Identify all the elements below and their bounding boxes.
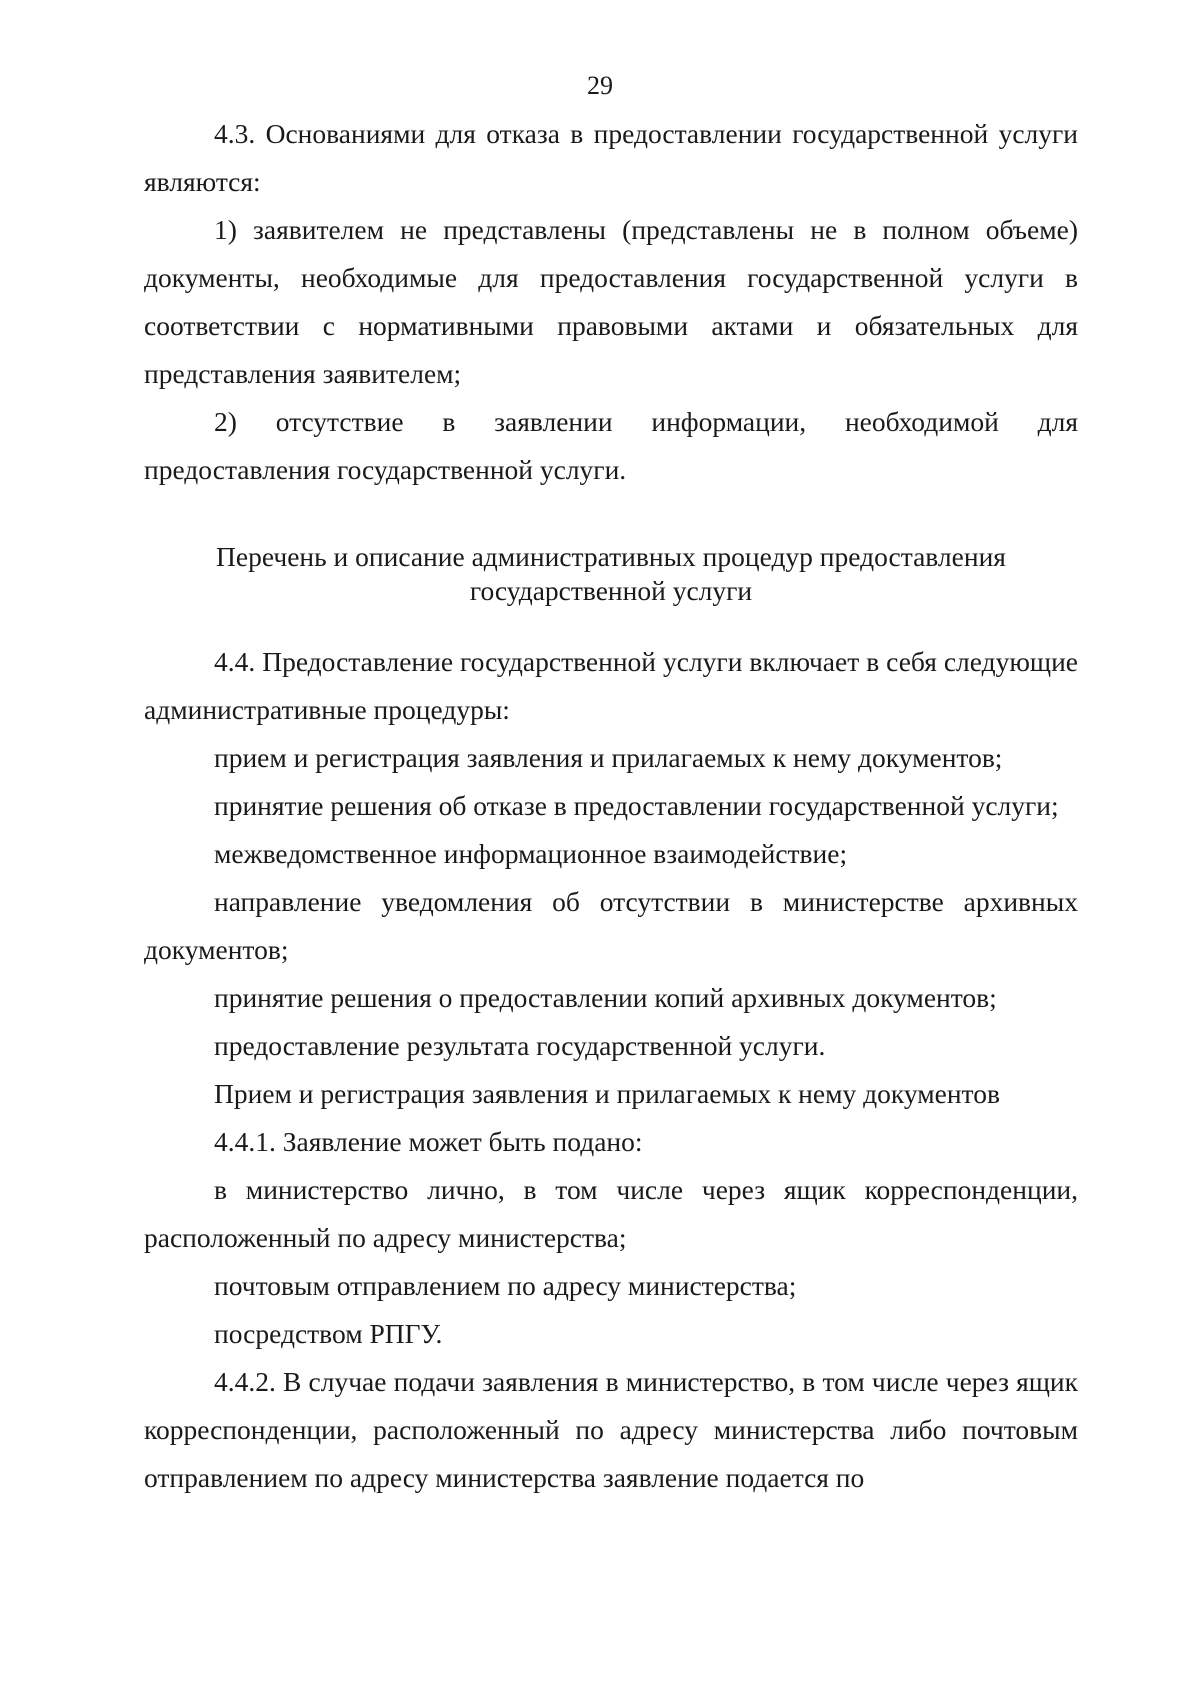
submission-via-rpgu: посредством РПГУ. bbox=[214, 1318, 443, 1349]
list-item-interagency: межведомственное информационное взаимодействие; bbox=[214, 838, 848, 869]
section-heading: Перечень и описание административных процедур предоставления государственной услуги bbox=[216, 541, 1006, 606]
paragraph-4-3: 4.3. Основаниями для отказа в предоставлении государственной услуги являются: bbox=[144, 118, 1078, 197]
submission-by-post: почтовым отправлением по адресу министерства; bbox=[214, 1270, 797, 1301]
list-item-copies-decision: принятие решения о предоставлении копий архивных документов; bbox=[214, 982, 997, 1013]
page-number: 29 bbox=[587, 71, 613, 100]
list-item-reception: прием и регистрация заявления и прилагаемых к нему документов; bbox=[214, 742, 1003, 773]
list-item-result: предоставление результата государственной услуги. bbox=[214, 1030, 826, 1061]
paragraph-ground-1: 1) заявителем не представлены (представлены не в полном объеме) документы, необходимые для предоставления государственной услуги в соответствии с нормативными правовыми актами и обязательных для представления заявителем; bbox=[144, 214, 1078, 389]
list-item-absence-notice: направление уведомления об отсутствии в министерстве архивных документов; bbox=[144, 886, 1078, 965]
submission-in-person: в министерство лично, в том числе через ящик корреспонденции, расположенный по адресу министерства; bbox=[144, 1174, 1078, 1253]
subsection-title-reception: Прием и регистрация заявления и прилагаемых к нему документов bbox=[214, 1078, 1000, 1109]
document-body bbox=[144, 110, 1078, 1502]
paragraph-4-4-2: 4.4.2. В случае подачи заявления в министерство, в том числе через ящик корреспонденции, расположенный по адресу министерства либо почтовым отправлением по адресу министерства заявление подается по bbox=[144, 1366, 1078, 1493]
paragraph-ground-2: 2) отсутствие в заявлении информации, необходимой для предоставления государственной услуги. bbox=[144, 406, 1078, 485]
paragraph-4-4-1: 4.4.1. Заявление может быть подано: bbox=[214, 1126, 643, 1157]
paragraph-4-4: 4.4. Предоставление государственной услуги включает в себя следующие административные процедуры: bbox=[144, 646, 1078, 725]
list-item-refusal-decision: принятие решения об отказе в предоставлении государственной услуги; bbox=[214, 790, 1059, 821]
